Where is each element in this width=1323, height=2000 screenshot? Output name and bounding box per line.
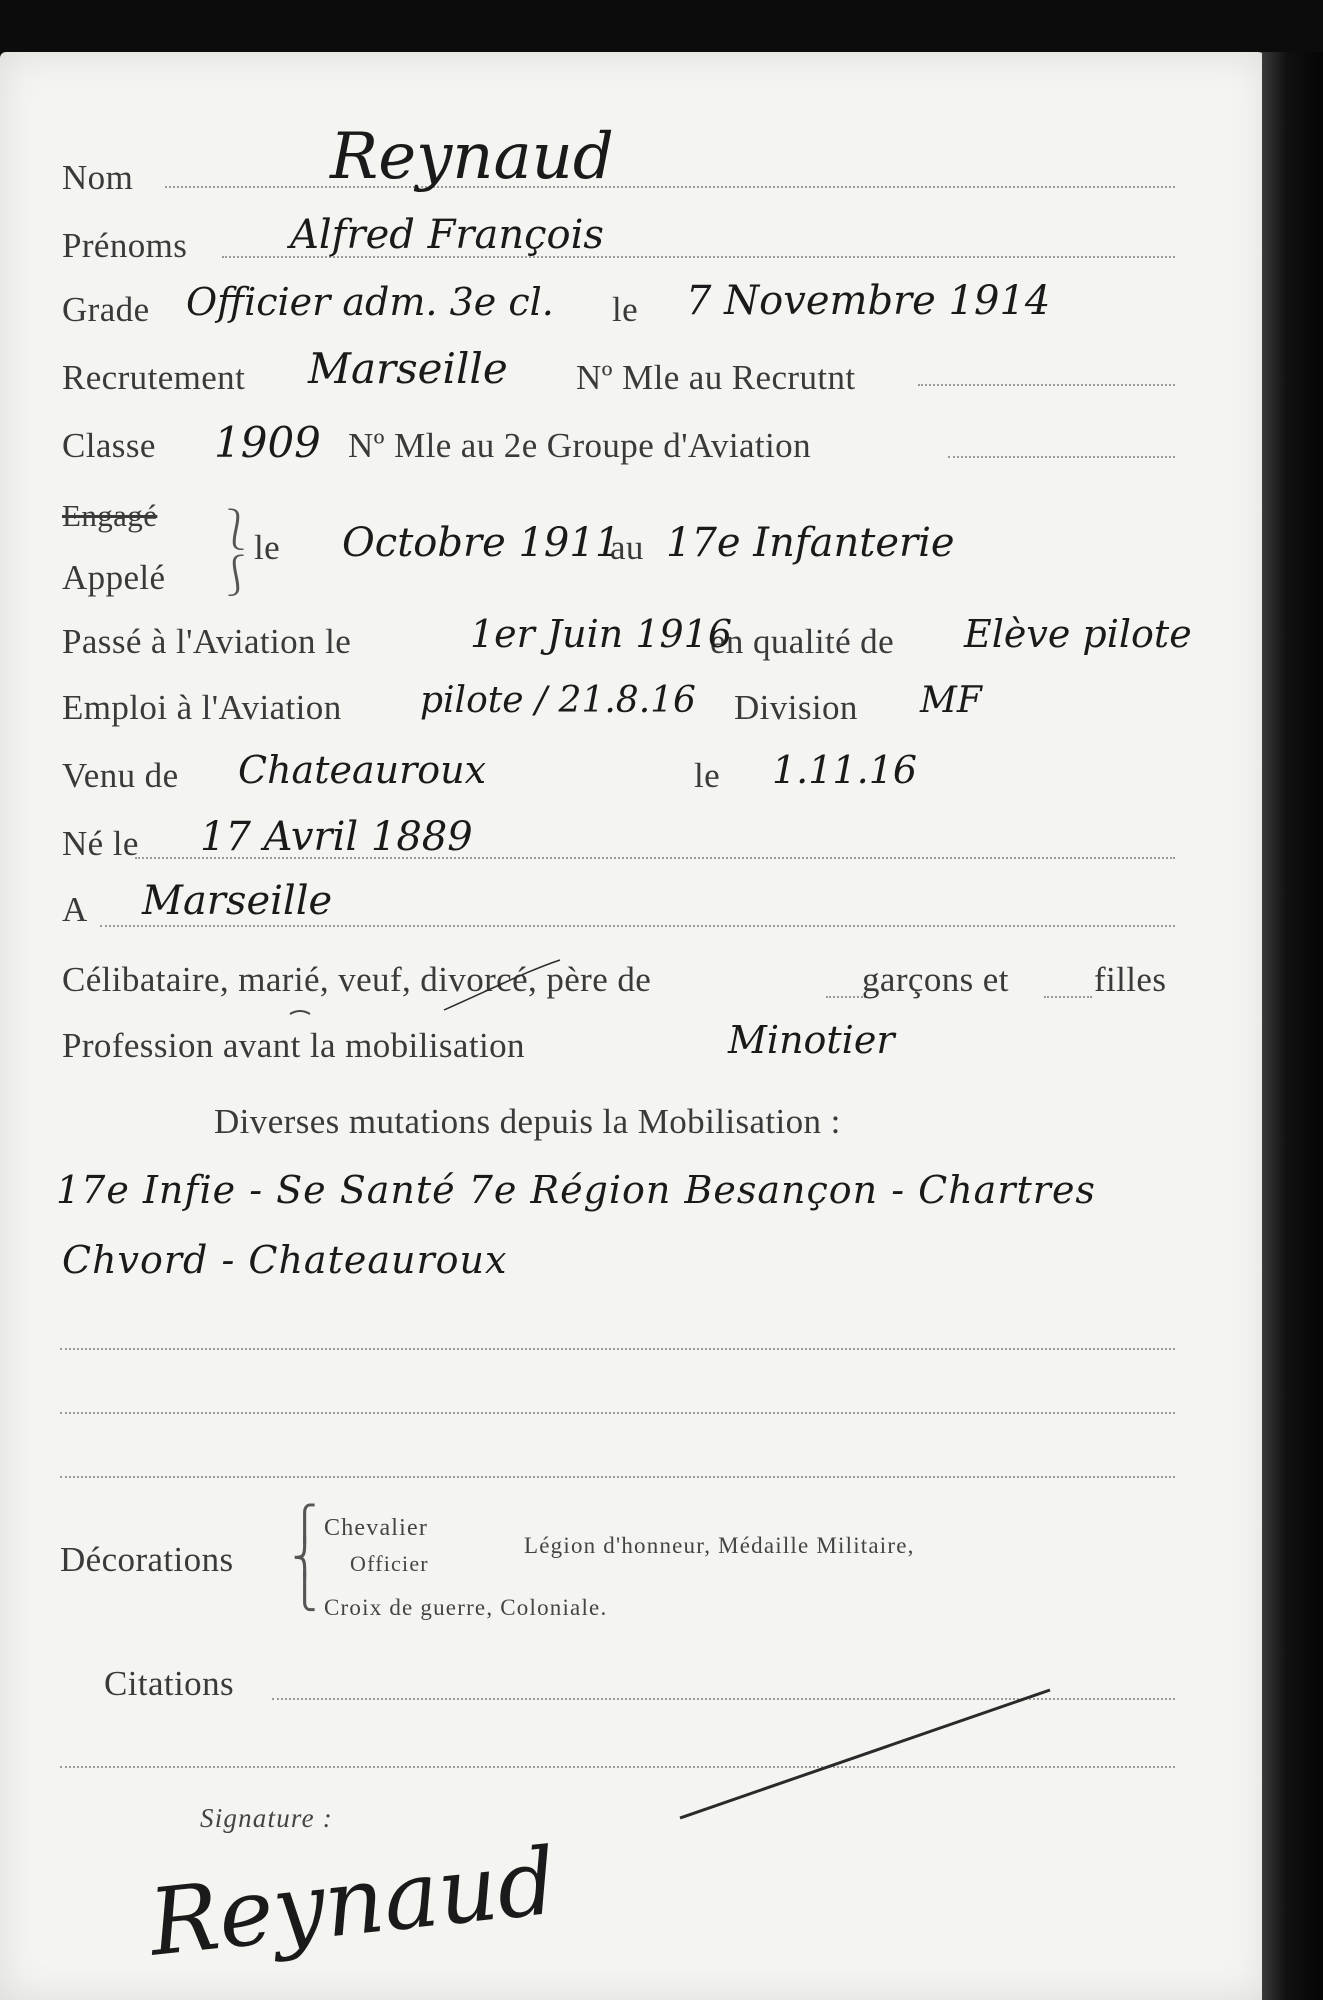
- emploi-label: Emploi à l'Aviation: [62, 688, 342, 727]
- appele-au-label: au: [610, 528, 644, 567]
- grade-date-value: 7 Novembre 1914: [686, 278, 1051, 324]
- profession-value: Minotier: [728, 1018, 895, 1062]
- decorations-brace: ⎧ ⎨ ⎩: [292, 1506, 318, 1611]
- venu-de-value: Chateauroux: [238, 748, 487, 792]
- prenoms-value: Alfred François: [290, 212, 604, 258]
- appele-date-value: Octobre 1911: [342, 520, 621, 566]
- appele-unit-value: 17e Infanterie: [666, 520, 955, 566]
- venu-le-label: le: [694, 756, 721, 795]
- profession-label: Profession avant la mobilisation: [62, 1026, 525, 1065]
- lieu-value: Marseille: [142, 878, 333, 924]
- passe-date-value: 1er Juin 1916: [470, 612, 733, 656]
- venu-label: Venu de: [62, 756, 179, 795]
- signature-label: Signature :: [200, 1803, 333, 1833]
- appele-le-label: le: [254, 528, 281, 567]
- ne-le-value: 17 Avril 1889: [200, 814, 473, 860]
- grade-label: Grade: [62, 290, 150, 329]
- legion-label: Légion d'honneur, Médaille Militaire,: [524, 1533, 915, 1558]
- nom-value: Reynaud: [330, 120, 614, 194]
- appele-label: Appelé: [62, 558, 166, 597]
- grade-le-label: le: [612, 290, 639, 329]
- croix-label: Croix de guerre, Coloniale.: [324, 1595, 608, 1620]
- chevalier-label: Chevalier: [324, 1515, 429, 1541]
- appele-brace: ⎰: [216, 553, 256, 598]
- mutations-line-2: Chvord - Chateauroux: [62, 1238, 508, 1282]
- mutations-line-1: 17e Infie - Se Santé 7e Région Besançon - Chartres: [56, 1168, 1096, 1212]
- engage-brace: ⎱: [216, 507, 256, 552]
- nom-label: Nom: [62, 158, 134, 197]
- division-value: MF: [920, 680, 982, 721]
- engage-label: Engagé: [62, 498, 158, 533]
- nmle-recrut-label: Nº Mle au Recrutnt: [576, 358, 856, 397]
- a-label: A: [62, 890, 88, 929]
- division-label: Division: [734, 688, 858, 727]
- passe-label: Passé à l'Aviation le: [62, 622, 352, 661]
- qualite-label: en qualité de: [710, 622, 895, 661]
- garcons-label: garçons et: [862, 960, 1009, 999]
- venu-date-value: 1.11.16: [772, 748, 918, 792]
- classe-value: 1909: [214, 418, 321, 467]
- qualite-value: Elève pilote: [964, 612, 1192, 656]
- decorations-label: Décorations: [60, 1540, 234, 1579]
- ne-label: Né le: [62, 824, 139, 863]
- signature-value: Reynaud: [144, 1827, 562, 1977]
- emploi-value: pilote / 21.8.16: [420, 680, 696, 721]
- citations-label: Citations: [104, 1664, 234, 1703]
- recrutement-label: Recrutement: [62, 358, 246, 397]
- officier-label: Officier: [350, 1551, 429, 1576]
- recrutement-value: Marseille: [308, 344, 508, 393]
- etat-civil-label: Célibataire, marié, veuf, divorcé, père de: [62, 960, 652, 999]
- filles-label: filles: [1094, 960, 1167, 999]
- prenoms-label: Prénoms: [62, 226, 188, 265]
- grade-value: Officier adm. 3e cl.: [186, 280, 554, 324]
- classe-label: Classe: [62, 426, 156, 465]
- mutations-heading: Diverses mutations depuis la Mobilisation :: [214, 1102, 841, 1141]
- nmle-groupe-label: Nº Mle au 2e Groupe d'Aviation: [348, 426, 811, 465]
